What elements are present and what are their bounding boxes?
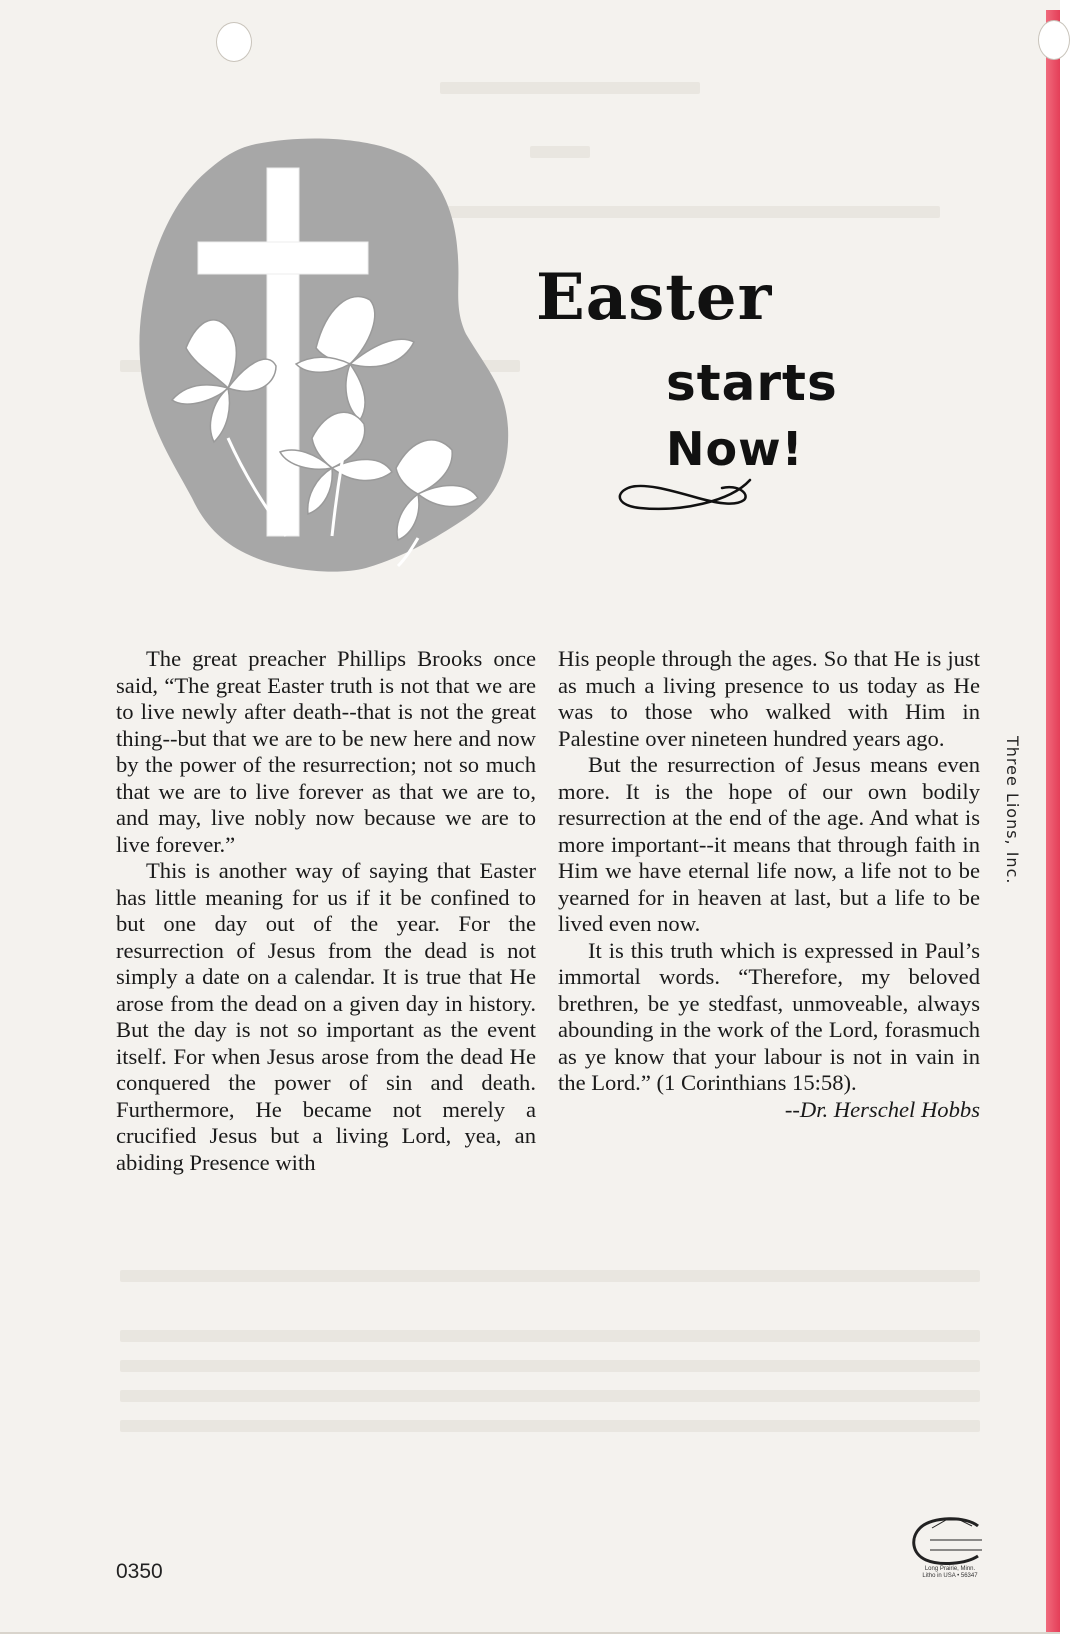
show-through-text xyxy=(120,1390,980,1402)
body-paragraph: The great preacher Phillips Brooks once said, “The great Easter truth is not that we are to live newly after death--that is not the great thing--but that we are to be new here and now by the power of the resurrection; not so much that we are to live forever as that we are to, and may, live nobly now because we are to live forever.” xyxy=(116,646,536,857)
title-starts: starts xyxy=(666,354,838,412)
body-paragraph: It is this truth which is expressed in Paul’s immortal words. “Therefore, my beloved brethren, be ye stedfast, unmoveable, always abounding in the work of the Lord, forasmuch as ye know that your labour is not in vain in the Lord.” (1 Corinthians 15:58). xyxy=(558,937,980,1095)
author-signature: --Dr. Herschel Hobbs xyxy=(784,1096,980,1122)
body-paragraph: This is another way of saying that Easter has little meaning for us if it be confined to but one day out of the year. For the resurrection of Jesus from the dead is not simply a date on a calendar. It is true that He arose from the dead on a given day in history. But the day is not so important as the event itself. For when Jesus arose from the dead He conquered the power of sin and death. Furthermore, He became not merely a crucified Jesus but a living Lord, yea, an abiding Presence with xyxy=(116,858,536,1175)
left-text-column xyxy=(116,646,536,1176)
title-now: Now! xyxy=(666,422,804,476)
right-text-column xyxy=(558,646,980,1123)
body-paragraph-continued: His people through the ages. So that He is just as much a living presence to us today as He was to those who walked with Him in Palestine over nineteen hundred years ago. xyxy=(558,646,980,751)
title-easter: Easter xyxy=(536,260,773,335)
show-through-text xyxy=(120,1330,980,1342)
cross-vertical xyxy=(267,168,299,536)
publisher-location: Long Prairie, Minn. xyxy=(924,1566,976,1572)
show-through-text xyxy=(120,1420,980,1432)
show-through-text xyxy=(530,146,590,158)
punch-hole-right xyxy=(1038,20,1070,60)
title-block xyxy=(536,254,886,554)
publisher-litho: Litho in USA • 56347 xyxy=(922,1573,978,1579)
show-through-text xyxy=(120,1360,980,1372)
publisher-imprint xyxy=(902,1566,998,1580)
form-code: 0350 xyxy=(116,1560,163,1583)
show-through-text xyxy=(120,1270,980,1282)
body-paragraph: But the resurrection of Jesus means even more. It is the hope of our own bodily resurrection at the end of the age. And what is more important--it means that through faith in Him we have eternal life now, a life not to be yearned for in heaven at last, but a life to be lived even now. xyxy=(558,752,980,936)
cross-horizontal xyxy=(198,242,368,274)
cross-and-lilies-illustration xyxy=(136,138,536,576)
punch-hole-left xyxy=(216,22,252,62)
red-page-edge xyxy=(1046,10,1060,1632)
photo-credit: Three Lions, Inc. xyxy=(1003,736,1022,885)
flourish-swash xyxy=(610,472,760,522)
show-through-text xyxy=(440,82,700,94)
